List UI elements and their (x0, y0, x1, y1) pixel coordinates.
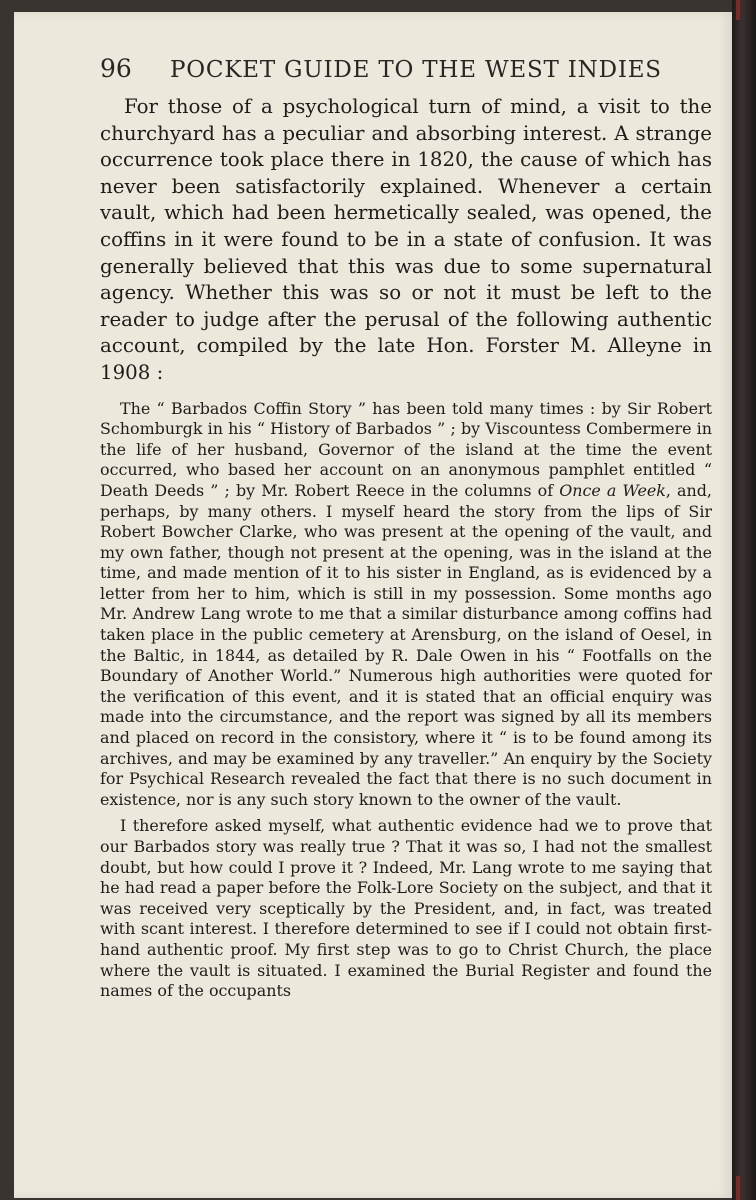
quote-paragraph-1-part2: , and, perhaps, by many others. I myself heard the story from the lips of Sir Robert Bowcher Clarke, who was present at the opening of the vault, and my own father, though not present at the opening, was in the island at the time, and made mention of it to his sister in England, as is evidenced by a letter from her to him, which is still in my possession. Some months ago Mr. Andrew Lang wrote to me that a similar disturbance among coffins had taken place in the public cemetery at Arensburg, on the island of Oesel, in the Baltic, in 1844, as detailed by R. Dale Owen in his “ Footfalls on the Boundary of Another World.” Numerous high authorities were quoted for the verification of this event, and it is stated that an official enquiry was made into the circumstance, and the report was signed by all its members and placed on record in the consistory, where it “ is to be found among its archives, and may be examined by any traveller.” An enquiry by the Society for Psychical Research revealed the fact that there is no such document in existence, nor is any such story known to the owner of the vault. (100, 480, 712, 809)
book-spine (732, 0, 756, 1200)
quote-paragraph-2: I therefore asked myself, what authentic evidence had we to prove that our Barbados story was really true ? That it was so, I had not the smallest doubt, but how could I prove it ? Indeed, Mr. Lang wrote to me saying that he had read a paper before the Folk-Lore Society on the subject, and that it was received very sceptically by the President, and, in fact, was treated with scant interest. I therefore determined to see if I could not obtain first-hand authentic proof. My first step was to go to Christ Church, the place where the vault is situated. I examined the Burial Register and found the names of the occupants (100, 816, 712, 1001)
quote-paragraph-1 (100, 399, 712, 811)
intro-text (100, 94, 712, 387)
publication-title: Once a Week (559, 480, 666, 500)
page-header (100, 54, 712, 83)
intro-paragraph: For those of a psychological turn of mind, a visit to the churchyard has a peculiar and absorbing interest. A strange occurrence took place there in 1820, the cause of which has never been satisfactorily explained. Whenever a certain vault, which had been hermetically sealed, was opened, the coffins in it were found to be in a state of confusion. It was generally believed that this was due to some supernatural agency. Whether this was so or not it must be left to the reader to judge after the perusal of the following authentic account, compiled by the late Hon. Forster M. Alleyne in 1908 : (100, 95, 712, 384)
spine-band-top (736, 0, 740, 20)
page-body (100, 94, 712, 1002)
quoted-account (100, 399, 712, 1002)
quote-paragraph-1-part1: The “ Barbados Coffin Story ” has been told many times : by Sir Robert Schomburgk in his “ History of Barbados ” ; by Viscountess Combermere in the life of her husband, Governor of the island at the time the event occurred, who based her account on an anonymous pamphlet entitled “ Death Deeds ” ; by Mr. Robert Reece in the columns of (100, 398, 712, 500)
running-head: POCKET GUIDE TO THE WEST INDIES (170, 57, 662, 83)
page-number: 96 (100, 54, 132, 83)
spine-band-bottom (736, 1176, 740, 1200)
